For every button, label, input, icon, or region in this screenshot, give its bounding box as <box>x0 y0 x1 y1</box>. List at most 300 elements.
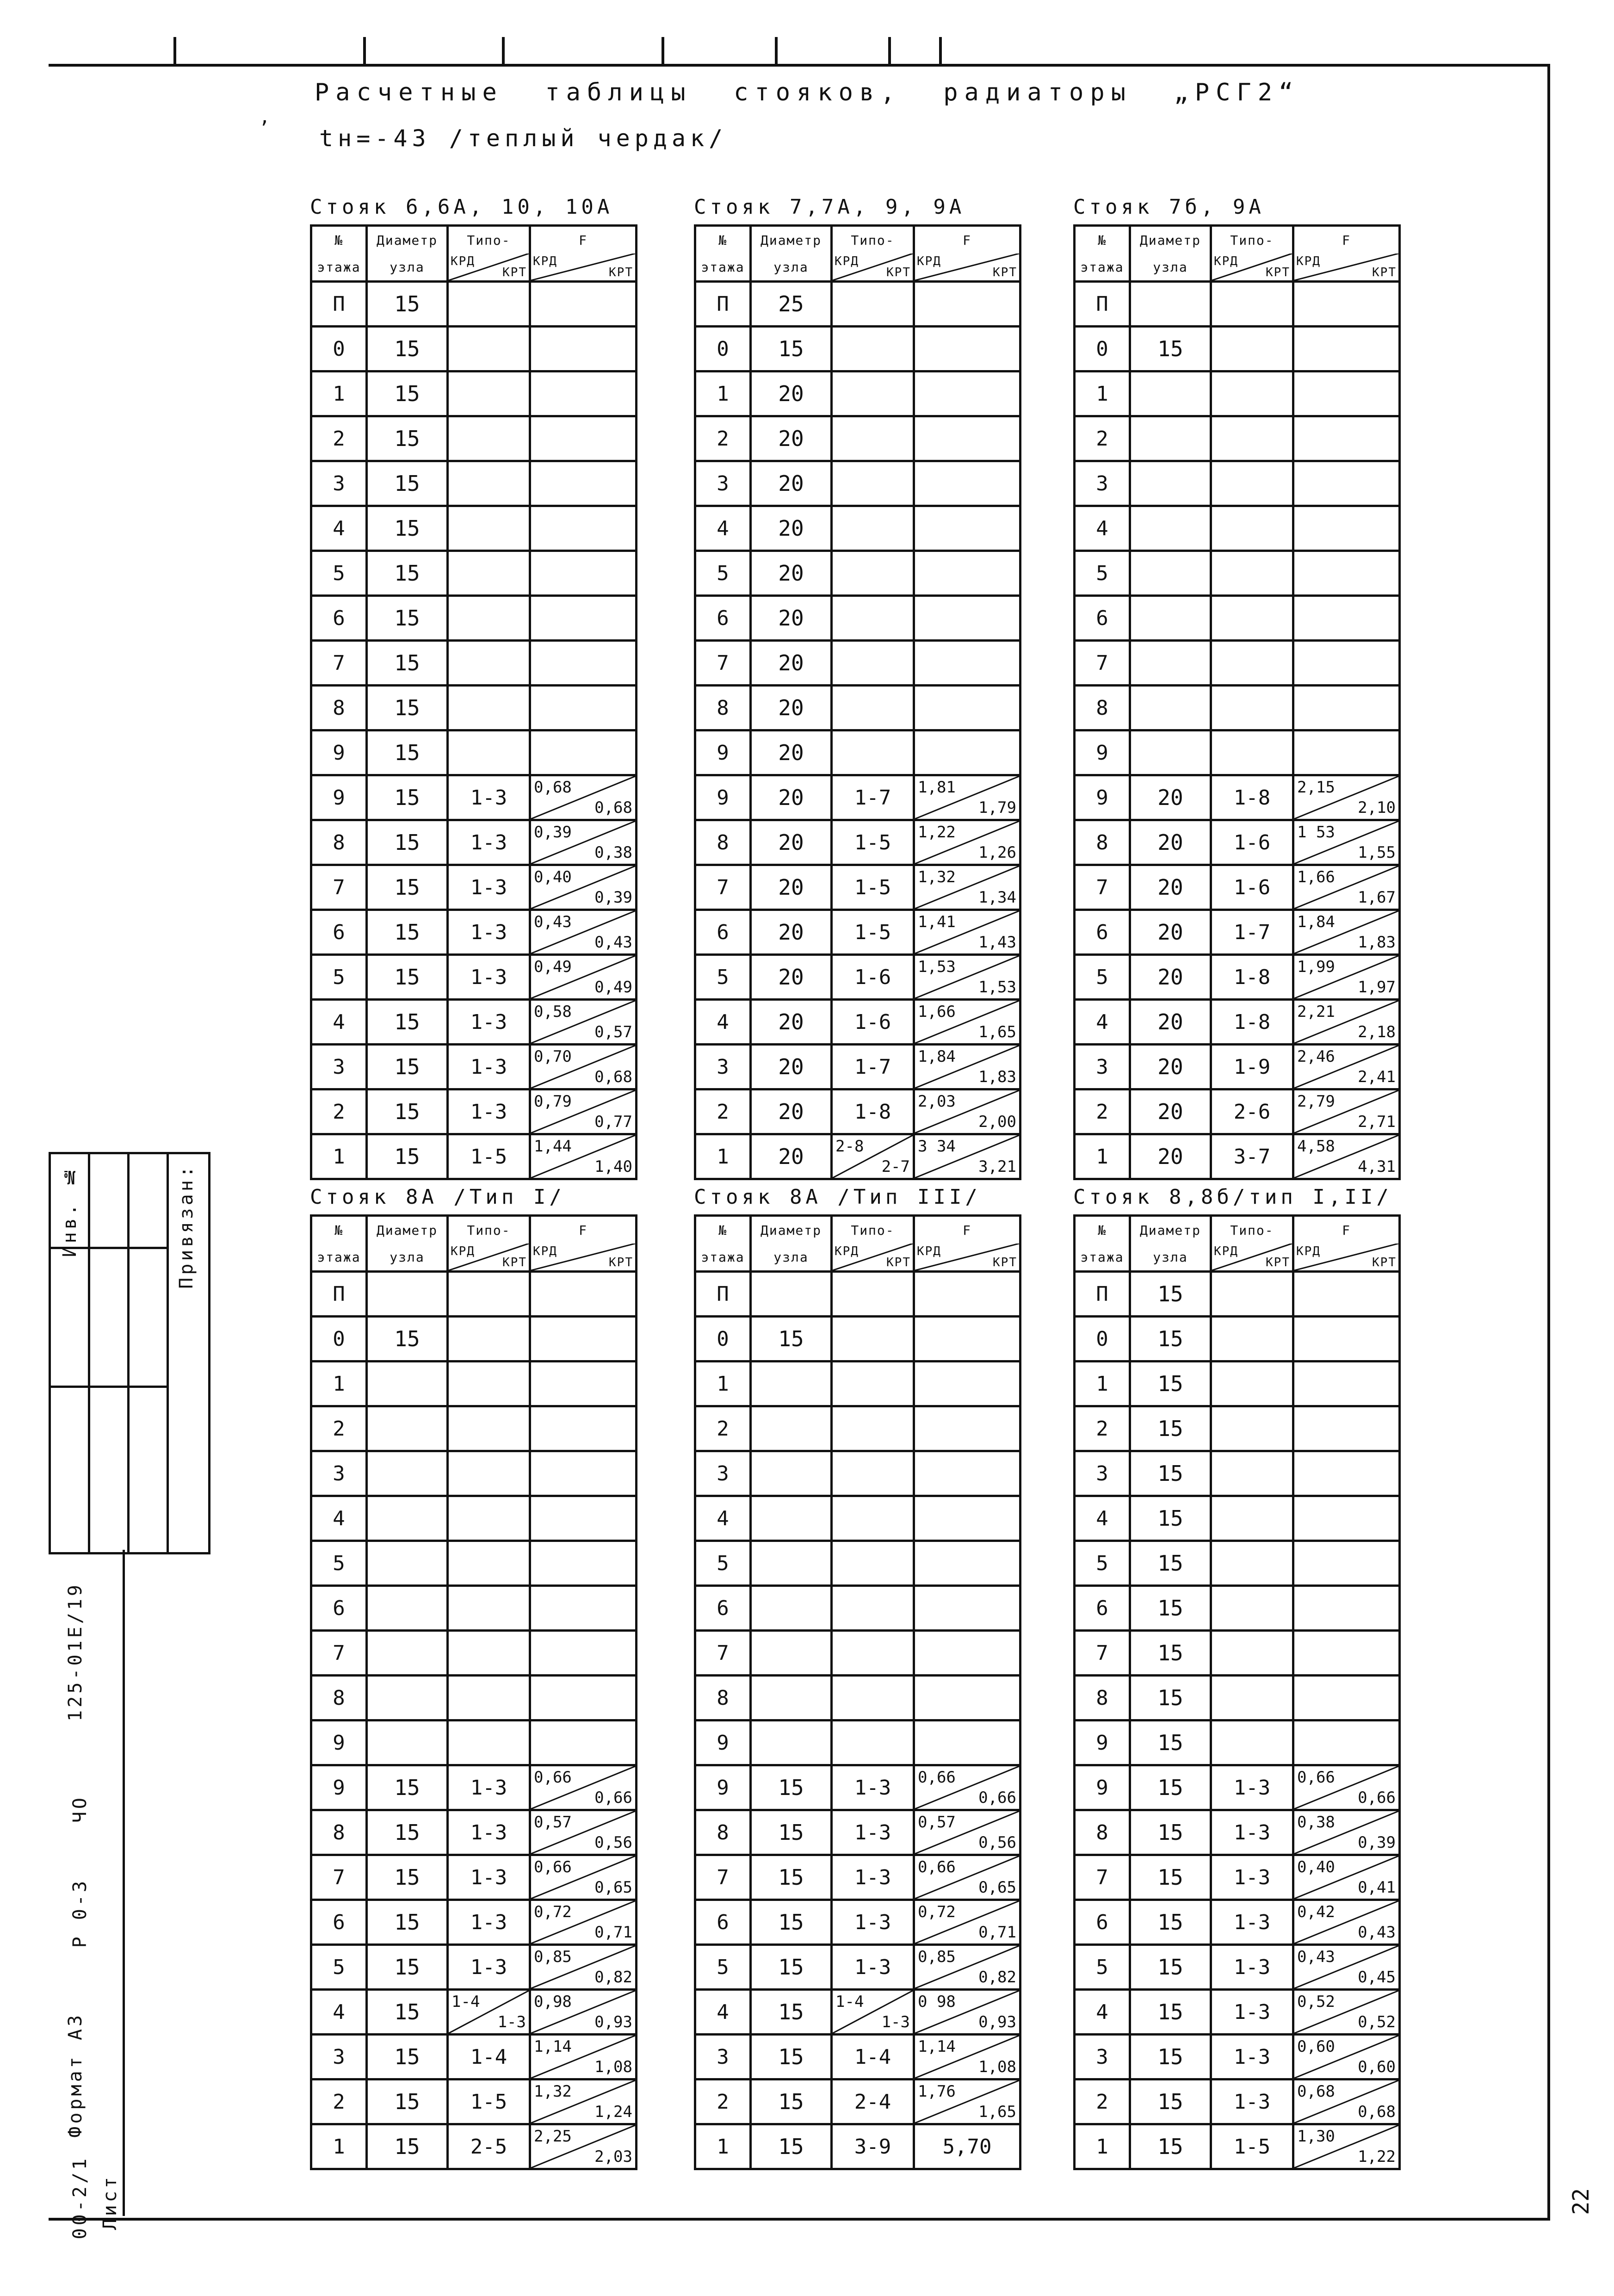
f-cell <box>914 327 1020 371</box>
typo-cell <box>1211 416 1293 461</box>
f-cell <box>1293 371 1400 416</box>
f-cell <box>914 1586 1020 1631</box>
table-row <box>311 641 637 686</box>
floor-cell: 9 <box>695 775 751 820</box>
floor-cell: 5 <box>1075 1945 1130 1990</box>
f-cell <box>914 1765 1020 1810</box>
table-row <box>695 1134 1020 1179</box>
f-krd: 1,14 <box>918 2037 956 2056</box>
f-cell <box>914 371 1020 416</box>
f-krt: 0,65 <box>978 1878 1016 1897</box>
typo-cell: 1-6 <box>1211 820 1293 865</box>
diameter-cell: 15 <box>1130 1676 1211 1720</box>
f-krt: 0,43 <box>594 933 632 952</box>
f-krd: 0,57 <box>534 1813 572 1832</box>
krd-label: КРД <box>451 1244 475 1258</box>
f-cell <box>530 596 637 641</box>
table-row <box>1075 1720 1400 1765</box>
typo-cell: 3-9 <box>832 2124 914 2169</box>
f-cell <box>1293 1765 1400 1810</box>
f-cell <box>914 1317 1020 1362</box>
table-row <box>311 1631 637 1676</box>
table-row <box>311 1810 637 1855</box>
f-krd: 1,53 <box>918 958 956 976</box>
floor-cell: 2 <box>695 416 751 461</box>
diameter-cell <box>1130 282 1211 327</box>
floor-cell: 6 <box>1075 1900 1130 1945</box>
f-cell <box>1293 730 1400 775</box>
diameter-cell: 15 <box>367 1900 448 1945</box>
floor-cell: 5 <box>1075 551 1130 596</box>
f-krd: 1,66 <box>1297 868 1335 886</box>
col-header-n: № <box>311 226 367 254</box>
f-krt: 2,00 <box>978 1113 1016 1131</box>
f-cell <box>530 641 637 686</box>
f-cell <box>914 2035 1020 2079</box>
f-krt: 0,66 <box>594 1789 632 1807</box>
table-row <box>311 1045 637 1089</box>
diameter-cell: 15 <box>1130 1945 1211 1990</box>
sheet-subtitle: tн=-43 /теплый чердак/ <box>319 125 728 152</box>
table-row <box>695 416 1020 461</box>
diameter-cell: 15 <box>1130 1855 1211 1900</box>
typo-cell: 1-5 <box>1211 2124 1293 2169</box>
typo-cell <box>448 1586 530 1631</box>
typo-cell: 1-8 <box>1211 775 1293 820</box>
diameter-cell: 15 <box>1130 1765 1211 1810</box>
f-krt: 1,24 <box>594 2103 632 2121</box>
typo-cell <box>832 1134 914 1179</box>
f-cell <box>914 686 1020 730</box>
frame-tick <box>173 37 176 66</box>
floor-cell: 6 <box>695 1586 751 1631</box>
typo-cell <box>832 1451 914 1496</box>
f-cell <box>530 416 637 461</box>
table-row <box>695 865 1020 910</box>
floor-cell: 5 <box>311 1541 367 1586</box>
table-row <box>1075 2079 1400 2124</box>
diameter-cell: 15 <box>367 461 448 506</box>
floor-cell: 8 <box>311 686 367 730</box>
typo-cell: 2-5 <box>448 2124 530 2169</box>
f-cell <box>1293 1900 1400 1945</box>
diameter-cell: 15 <box>367 1089 448 1134</box>
diameter-cell: 20 <box>1130 1089 1211 1134</box>
col-header-f: F <box>1293 1216 1400 1244</box>
typo-cell: 1-6 <box>1211 865 1293 910</box>
table-row <box>1075 686 1400 730</box>
diameter-cell: 15 <box>367 775 448 820</box>
floor-cell: 3 <box>1075 1451 1130 1496</box>
diameter-cell: 15 <box>367 820 448 865</box>
f-cell <box>914 282 1020 327</box>
typo-cell <box>448 506 530 551</box>
f-krd: 0,49 <box>534 958 572 976</box>
table-row <box>311 1362 637 1406</box>
col-header-etazha: этажа <box>695 1244 751 1272</box>
typo-cell <box>448 1451 530 1496</box>
f-cell <box>1293 551 1400 596</box>
floor-cell: 2 <box>311 2079 367 2124</box>
f-cell <box>530 1362 637 1406</box>
typo-cell: 1-3 <box>448 1900 530 1945</box>
table-row <box>311 416 637 461</box>
table-row <box>1075 596 1400 641</box>
f-cell <box>1293 1000 1400 1045</box>
table-row <box>311 1676 637 1720</box>
typo-cell: 1-8 <box>832 1089 914 1134</box>
f-cell <box>914 1810 1020 1855</box>
f-krd: 0,70 <box>534 1047 572 1066</box>
table-row <box>695 910 1020 955</box>
floor-cell: 8 <box>1075 1810 1130 1855</box>
diameter-cell: 15 <box>367 416 448 461</box>
table-row <box>1075 1317 1400 1362</box>
f-krd: 0,72 <box>918 1903 956 1921</box>
col-header-diameter: Диаметр <box>1130 1216 1211 1244</box>
typo-cell: 1-8 <box>1211 955 1293 1000</box>
typo-cell: 1-4 <box>448 2035 530 2079</box>
krd-label: КРД <box>1296 254 1321 268</box>
f-krt: 0,65 <box>594 1878 632 1897</box>
table-row <box>311 1272 637 1317</box>
floor-cell: 1 <box>311 1362 367 1406</box>
privyazan-label: Привязан: <box>176 1163 197 1289</box>
typo-cell <box>832 416 914 461</box>
f-krd: 1,14 <box>534 2037 572 2056</box>
table-row <box>311 955 637 1000</box>
f-krd: 2,25 <box>534 2127 572 2146</box>
f-cell <box>530 327 637 371</box>
table-row <box>695 1586 1020 1631</box>
f-cell <box>530 1317 637 1362</box>
f-cell <box>914 1676 1020 1720</box>
col-header-n: № <box>311 1216 367 1244</box>
typo-cell <box>1211 282 1293 327</box>
table-row <box>311 865 637 910</box>
floor-cell: 9 <box>1075 1720 1130 1765</box>
floor-cell: 1 <box>695 371 751 416</box>
f-krt: 1,26 <box>978 843 1016 862</box>
f-krt: 0,71 <box>978 1923 1016 1942</box>
table-row <box>1075 1541 1400 1586</box>
table-row <box>311 2035 637 2079</box>
diameter-cell: 15 <box>367 282 448 327</box>
diameter-cell: 15 <box>367 1990 448 2035</box>
typo-cell <box>1211 1676 1293 1720</box>
diameter-cell <box>1130 416 1211 461</box>
floor-cell: 0 <box>695 327 751 371</box>
diameter-cell <box>751 1586 832 1631</box>
diameter-cell: 15 <box>751 1855 832 1900</box>
floor-cell: 7 <box>1075 1631 1130 1676</box>
diameter-cell: 15 <box>751 1900 832 1945</box>
table-row <box>311 775 637 820</box>
f-cell <box>530 2124 637 2169</box>
table-row <box>1075 1900 1400 1945</box>
table-row <box>311 1089 637 1134</box>
table-row <box>695 371 1020 416</box>
stamp-divider <box>88 1154 90 1552</box>
diameter-cell: 20 <box>751 416 832 461</box>
krd-label: КРД <box>917 1244 941 1258</box>
table-header-row <box>1075 226 1400 254</box>
page-number: 22 <box>1568 2188 1594 2215</box>
col-header-typo: Типо- <box>1211 226 1293 254</box>
f-cell <box>914 506 1020 551</box>
f-cell <box>914 1000 1020 1045</box>
diameter-cell: 15 <box>367 1317 448 1362</box>
f-cell <box>914 1990 1020 2035</box>
f-cell <box>914 1134 1020 1179</box>
f-cell <box>1293 282 1400 327</box>
f-cell <box>1293 910 1400 955</box>
diameter-cell: 20 <box>751 1045 832 1089</box>
typo-cell: 1-3 <box>448 865 530 910</box>
floor-cell: 6 <box>1075 910 1130 955</box>
typo-cell <box>832 371 914 416</box>
f-krt: 0,82 <box>594 1968 632 1987</box>
diameter-cell <box>367 1541 448 1586</box>
riser-table <box>1073 224 1401 1180</box>
f-cell <box>530 461 637 506</box>
table-header-row <box>311 1216 637 1244</box>
table-row <box>1075 1362 1400 1406</box>
table-row <box>695 820 1020 865</box>
floor-cell: 1 <box>1075 1362 1130 1406</box>
typo-cell <box>448 641 530 686</box>
typo-cell: 1-3 <box>448 1765 530 1810</box>
typo-krt: 1-3 <box>881 2013 910 2031</box>
table-row <box>695 1362 1020 1406</box>
diameter-cell: 15 <box>367 327 448 371</box>
col-header-f: F <box>530 1216 637 1244</box>
diameter-cell: 15 <box>367 910 448 955</box>
floor-cell: П <box>695 282 751 327</box>
krd-label: КРД <box>835 1244 859 1258</box>
floor-cell: 3 <box>311 1045 367 1089</box>
f-krd: 0,43 <box>1297 1948 1335 1966</box>
diameter-cell: 15 <box>751 1810 832 1855</box>
f-krt: 1,43 <box>978 933 1016 952</box>
f-krt: 0,77 <box>594 1113 632 1131</box>
diameter-cell: 20 <box>1130 865 1211 910</box>
format-label: Формат А3 <box>65 2012 86 2138</box>
f-krt: 1,08 <box>978 2058 1016 2076</box>
f-krd: 0,57 <box>918 1813 956 1832</box>
col-header-etazha: этажа <box>695 254 751 282</box>
f-cell <box>914 1406 1020 1451</box>
floor-cell: 3 <box>695 1045 751 1089</box>
f-cell <box>530 1676 637 1720</box>
floor-cell: 5 <box>1075 1541 1130 1586</box>
table-row <box>695 686 1020 730</box>
krt-label: КРТ <box>609 266 633 279</box>
f-cell <box>530 506 637 551</box>
krd-label: КРД <box>1296 1244 1321 1258</box>
diameter-cell: 15 <box>367 371 448 416</box>
table-row <box>311 1317 637 1362</box>
diameter-cell: 15 <box>367 865 448 910</box>
floor-cell: 4 <box>311 1990 367 2035</box>
floor-cell: П <box>695 1272 751 1317</box>
f-krt: 1,83 <box>1358 933 1396 952</box>
f-cell <box>914 1272 1020 1317</box>
typo-cell: 1-3 <box>448 1855 530 1900</box>
f-cell <box>1293 1586 1400 1631</box>
f-cell <box>530 686 637 730</box>
floor-cell: 3 <box>311 1451 367 1496</box>
f-krd: 1,41 <box>918 913 956 931</box>
table-row <box>311 1541 637 1586</box>
side-stamp <box>49 1152 210 1554</box>
floor-cell: 5 <box>695 955 751 1000</box>
diameter-cell: 15 <box>367 1000 448 1045</box>
diameter-cell: 20 <box>751 371 832 416</box>
krt-label: КРТ <box>886 1256 911 1269</box>
list-label: Лист <box>99 2174 121 2230</box>
floor-cell: П <box>1075 282 1130 327</box>
f-krt: 2,18 <box>1358 1023 1396 1041</box>
f-krd: 1,84 <box>1297 913 1335 931</box>
stamp-divider <box>167 1154 169 1552</box>
table-row <box>311 730 637 775</box>
diameter-cell: 20 <box>1130 1000 1211 1045</box>
col-header-krd-krt <box>1293 1244 1400 1272</box>
inv-label: Инв. № <box>59 1163 80 1257</box>
col-header-krd-krt <box>530 254 637 282</box>
col-header-n: № <box>1075 1216 1130 1244</box>
col-header-krd-krt <box>448 254 530 282</box>
table-row <box>1075 641 1400 686</box>
table-row <box>311 551 637 596</box>
f-cell <box>530 1496 637 1541</box>
f-cell <box>1293 2079 1400 2124</box>
f-krt: 0,39 <box>594 888 632 907</box>
typo-cell: 1-3 <box>832 1945 914 1990</box>
typo-cell: 1-3 <box>1211 2035 1293 2079</box>
f-cell <box>1293 1990 1400 2035</box>
col-header-f: F <box>914 226 1020 254</box>
f-cell <box>530 1631 637 1676</box>
f-cell <box>530 1765 637 1810</box>
f-cell <box>914 1496 1020 1541</box>
col-header-uzla: узла <box>367 254 448 282</box>
f-cell: 5,70 <box>914 2124 1020 2169</box>
floor-cell: 9 <box>1075 775 1130 820</box>
f-cell <box>1293 1362 1400 1406</box>
table-row <box>1075 416 1400 461</box>
diameter-cell: 20 <box>1130 1134 1211 1179</box>
table-row <box>1075 1676 1400 1720</box>
table-row <box>695 1317 1020 1362</box>
table-row <box>695 1855 1020 1900</box>
table-row <box>695 1541 1020 1586</box>
typo-cell <box>1211 1631 1293 1676</box>
diameter-cell: 20 <box>751 865 832 910</box>
f-cell <box>914 1855 1020 1900</box>
diameter-cell: 20 <box>751 910 832 955</box>
floor-cell: 4 <box>695 1990 751 2035</box>
diameter-cell <box>367 1496 448 1541</box>
f-cell <box>1293 1720 1400 1765</box>
f-cell <box>530 1000 637 1045</box>
diameter-cell <box>751 1496 832 1541</box>
riser-table <box>310 224 637 1180</box>
f-krt: 0,66 <box>1358 1789 1396 1807</box>
f-cell <box>914 775 1020 820</box>
floor-cell: 9 <box>311 775 367 820</box>
floor-cell: 5 <box>695 1541 751 1586</box>
table-row <box>695 1631 1020 1676</box>
krd-label: КРД <box>533 254 557 268</box>
f-krt: 1,65 <box>978 1023 1016 1041</box>
table-row <box>311 461 637 506</box>
f-cell <box>1293 1451 1400 1496</box>
floor-cell: 5 <box>1075 955 1130 1000</box>
table-row <box>695 551 1020 596</box>
table-row <box>695 1406 1020 1451</box>
table-header-row <box>1075 1244 1400 1272</box>
table-row <box>311 1586 637 1631</box>
table-row <box>1075 1089 1400 1134</box>
typo-cell <box>1211 1451 1293 1496</box>
floor-cell: 0 <box>311 327 367 371</box>
floor-cell: 2 <box>1075 1089 1130 1134</box>
diameter-cell: 20 <box>751 461 832 506</box>
typo-cell <box>832 1541 914 1586</box>
typo-cell: 1-3 <box>832 1855 914 1900</box>
krd-label: КРД <box>1214 254 1238 268</box>
f-krt: 1,55 <box>1358 843 1396 862</box>
floor-cell: 7 <box>695 1855 751 1900</box>
floor-cell: 3 <box>1075 461 1130 506</box>
typo-cell <box>832 1990 914 2035</box>
stoyak-title: Стояк 7,7А, 9, 9А <box>694 195 965 219</box>
typo-cell: 1-8 <box>1211 1000 1293 1045</box>
typo-cell: 1-3 <box>1211 2079 1293 2124</box>
diameter-cell: 15 <box>1130 1631 1211 1676</box>
typo-cell: 3-7 <box>1211 1134 1293 1179</box>
diameter-cell: 20 <box>1130 775 1211 820</box>
table-row <box>311 2079 637 2124</box>
krt-label: КРТ <box>502 266 527 279</box>
table-row <box>695 2035 1020 2079</box>
diameter-cell: 15 <box>367 641 448 686</box>
diameter-cell <box>367 1451 448 1496</box>
floor-cell: 7 <box>311 865 367 910</box>
diameter-cell: 20 <box>751 1134 832 1179</box>
f-cell <box>1293 327 1400 371</box>
floor-cell: 2 <box>695 1089 751 1134</box>
typo-cell <box>1211 1541 1293 1586</box>
table-row <box>311 1765 637 1810</box>
table-row <box>1075 955 1400 1000</box>
typo-cell: 1-5 <box>832 910 914 955</box>
typo-cell: 1-7 <box>832 1045 914 1089</box>
diameter-cell: 20 <box>1130 820 1211 865</box>
floor-cell: 6 <box>311 910 367 955</box>
krd-label: КРД <box>835 254 859 268</box>
col-header-uzla: узла <box>751 1244 832 1272</box>
f-krd: 0,98 <box>534 1993 572 2011</box>
col-header-diameter: Диаметр <box>1130 226 1211 254</box>
f-cell <box>530 865 637 910</box>
stoyak-title: Стояк 7б, 9А <box>1073 195 1265 219</box>
floor-cell: 1 <box>311 1134 367 1179</box>
floor-cell: 7 <box>695 1631 751 1676</box>
f-krt: 1,34 <box>978 888 1016 907</box>
